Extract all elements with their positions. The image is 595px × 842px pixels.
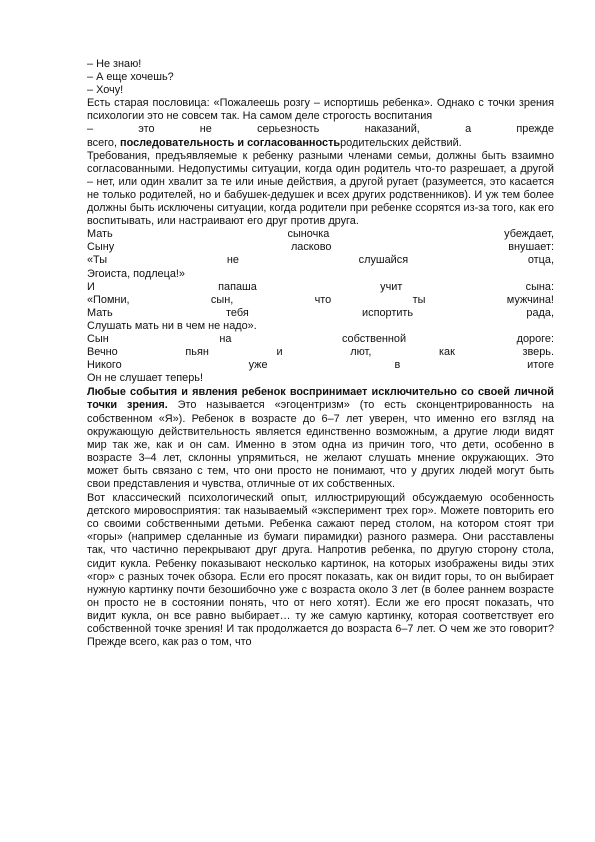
poem-word: сын, xyxy=(210,293,234,306)
poem-word: ласково xyxy=(290,241,332,254)
poem-word: Сын xyxy=(87,332,109,345)
poem-word: лют, xyxy=(350,346,372,359)
dialog-line: – Не знаю! xyxy=(87,58,142,70)
poem-line: Эгоиста, подлеца!» xyxy=(87,267,185,280)
poem-word: Никого xyxy=(87,359,122,372)
proverb-word: не xyxy=(199,123,212,136)
poem-word: собственной xyxy=(341,332,407,345)
poem-line xyxy=(87,294,554,307)
poem-word: и xyxy=(276,346,283,359)
poem-line xyxy=(87,228,554,241)
paragraph-three-mountains: Вот классический психологический опыт, иллюстрирующий обсуждаемую особенность детского мировосприятия: так называемый «эксперимент трех гор». Можете повторить его со своими собственными детьми. Ребенка сажают перед столом, на котором стоят три «горы» (например сделанные из бумаги пирамидки) разного размера. Они расставлены так, что частично перекрывают друг друга. Напротив ребенка, по другую сторону стола, сидит кукла. Ребенку показывают несколько картинок, на которых изображены виды этих «гор» с разных точек обзора. Если его просят показать, как он видит горы, то он выбирает нужную картинку почти безошибочно уже с возраста около 3 лет (в более раннем возрасте он просто не в состоянии понять, что от него хотят). Если же его просят показать, что видит кукла, он все равно выбирает… ту же самую картинку, которая соответствует его собственной точке зрения! И так продолжается до возраста 6–7 лет. О чем же это говорит? Прежде всего, как раз о том, что xyxy=(87,492,554,649)
proverb-tail xyxy=(87,137,554,150)
poem-word: «Помни, xyxy=(87,293,130,306)
poem-line xyxy=(87,346,554,359)
poem-word: что xyxy=(314,293,332,306)
poem-line: Слушать мать ни в чем не надо». xyxy=(87,319,257,332)
paragraph-egocentrism xyxy=(87,386,554,491)
poem-block xyxy=(87,228,554,385)
paragraph-requirements: Требования, предъявляемые к ребенку разными членами семьи, должны быть взаимно согласованными. Недопустимы ситуации, когда один родитель что-то разрешает, а другой – нет, или один хвалит за те или иные действия, а другой ругает (разумеется, это касается не только родителей, но и бабушек-дедушек и всех других родственников). И уж тем более должны быть исключены ситуации, когда родители при ребенке ссорятся из-за того, как его воспитывать, или настраивают его друг против друга. xyxy=(87,149,554,228)
proverb-text: Есть старая пословица: «Пожалеешь розгу – испортишь ребенка». Однако с точки зрения психологии это не совсем так. На самом деле строгость воспитания xyxy=(87,97,554,123)
poem-word: на xyxy=(219,332,232,345)
document-page xyxy=(87,58,554,649)
poem-word: в xyxy=(394,359,401,372)
paragraph-proverb xyxy=(87,97,554,149)
poem-word: уже xyxy=(248,359,268,372)
poem-line xyxy=(87,307,554,320)
proverb-word: – xyxy=(87,123,94,136)
proverb-word: наказаний, xyxy=(364,123,420,136)
poem-line xyxy=(87,254,554,267)
poem-word: «Ты xyxy=(87,254,108,267)
poem-line xyxy=(87,241,554,254)
poem-word: слушайся xyxy=(358,254,409,267)
poem-word: рада, xyxy=(526,306,554,319)
poem-word: сына: xyxy=(525,280,554,293)
proverb-tail-start: всего, xyxy=(87,136,121,149)
proverb-justified-line xyxy=(87,123,554,136)
poem-word: не xyxy=(226,254,239,267)
poem-word: Сыну xyxy=(87,241,115,254)
poem-word: дороге: xyxy=(516,332,554,345)
proverb-word: прежде xyxy=(516,123,554,136)
poem-line xyxy=(87,333,554,346)
poem-word: убеждает, xyxy=(504,228,554,241)
poem-word: И xyxy=(87,280,95,293)
poem-word: ты xyxy=(412,293,426,306)
proverb-tail-end: родительских действий. xyxy=(340,136,462,149)
proverb-word: это xyxy=(138,123,155,136)
poem-word: сыночка xyxy=(287,228,330,241)
poem-word: пьян xyxy=(185,346,209,359)
poem-word: тебя xyxy=(226,306,249,319)
poem-word: зверь. xyxy=(522,346,554,359)
poem-word: Мать xyxy=(87,306,113,319)
dialog-line: – Хочу! xyxy=(87,84,124,97)
poem-word: испортить xyxy=(362,306,414,319)
poem-word: итоге xyxy=(527,359,554,372)
poem-line: Он не слушает теперь! xyxy=(87,372,203,385)
egocentrism-bold-lead: Любые события и явления ребенок воспринимает исключительно со своей личной точки зрения. xyxy=(87,386,554,412)
poem-word: Мать xyxy=(87,228,113,241)
poem-word: Вечно xyxy=(87,346,118,359)
poem-line xyxy=(87,281,554,294)
proverb-word: а xyxy=(465,123,472,136)
proverb-bold-phrase: последовательность и согласованность xyxy=(120,136,341,149)
proverb-word: серьезность xyxy=(257,123,320,136)
poem-word: мужчина! xyxy=(506,293,554,306)
poem-line xyxy=(87,359,554,372)
poem-word: папаша xyxy=(218,280,257,293)
poem-word: отца, xyxy=(527,254,554,267)
poem-word: внушает: xyxy=(508,241,554,254)
poem-word: как xyxy=(439,346,455,359)
poem-word: учит xyxy=(380,280,403,293)
dialog-line: – А еще хочешь? xyxy=(87,71,174,84)
egocentrism-text: Это называется «эгоцентризм» (то есть сконцентрированность на собственном «Я»). Ребенок в возрасте до 6–7 лет уверен, что именно его взгляд на окружающую действительность является единственно возможным, а другие люди видят мир так же, как и он сам. Именно в этом одна из причин того, что дети, особенно в возрасте 3–4 лет, склонны упрямиться, не желают слушать мнение окружающих. Это может быть связано с тем, что они просто не понимают, что у других людей могут быть свои представления и чувства, отличные от их собственных. xyxy=(87,399,555,490)
dialog-lines xyxy=(87,58,554,97)
